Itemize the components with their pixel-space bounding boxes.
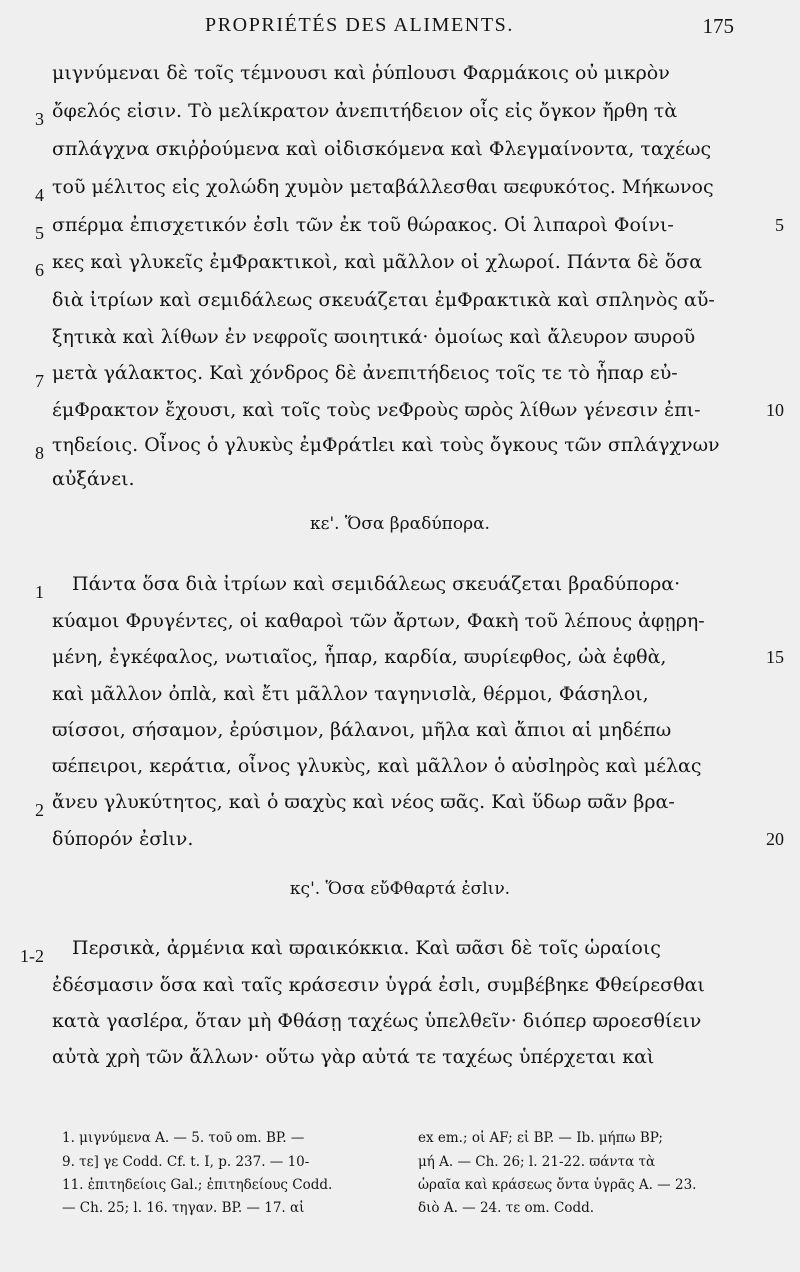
margin-line-ref: 4 <box>35 185 44 205</box>
text-line: κατὰ γασlέρα, ὅταν μὴ Φθάσῃ ταχέως ὑπελθεῖν· διόπερ ϖροεσθίειν <box>52 1010 702 1032</box>
text-line: σπλάγχνα σκιῤῥούμενα καὶ οἰδισκόμενα καὶ Φλεγμαίνοντα, ταχέως <box>52 138 712 160</box>
margin-line-ref: 1 <box>35 582 44 602</box>
margin-line-ref: 3 <box>35 109 44 129</box>
page-number: 175 <box>702 14 734 38</box>
footnote-line: μή A. — Ch. 26; l. 21-22. ϖάντα τὰ <box>418 1154 656 1170</box>
footnote-line: ex em.; οἱ AF; εἰ BP. — Ib. μήπω BP; <box>418 1130 663 1146</box>
text-line: ὄφελός εἰσιν. Τὸ μελίκρατον ἀνεπιτήδειον οἷς εἰς ὄγκον ἤρθη τὰ <box>52 100 678 122</box>
text-line: Πάντα ὅσα διὰ ἰτρίων καὶ σεμιδάλεως σκευάζεται βραδύπορα· <box>72 573 681 595</box>
text-line: κύαμοι Φρυγέντες, οἱ καθαροὶ τῶν ἄρτων, Φακὴ τοῦ λέπους ἀφῃρη- <box>52 610 705 632</box>
footnote-line: 1. μιγνύμενα A. — 5. τοῦ om. BP. — <box>62 1130 305 1146</box>
margin-line-ref: 8 <box>35 443 44 463</box>
footnote-line: 9. τε] γε Codd. Cf. t. I, p. 237. — 10- <box>62 1154 310 1170</box>
text-line: Περσικὰ, ἀρμένια καὶ ϖραικόκκια. Καὶ ϖᾶσι δὲ τοῖς ὡραίοις <box>72 937 661 959</box>
margin-line-ref: 1-2 <box>20 946 44 966</box>
margin-line-ref: 6 <box>35 260 44 280</box>
margin-line-number: 10 <box>766 400 784 420</box>
text-line: καὶ μᾶλλον ὀπlὰ, καὶ ἔτι μᾶλλον ταγηνισlὰ, θέρμοι, Φάσηλοι, <box>52 683 649 705</box>
text-line: ἄνευ γλυκύτητος, καὶ ὁ ϖαχὺς καὶ νέος ϖᾶς. Καὶ ὕδωρ ϖᾶν βρα- <box>52 791 675 813</box>
margin-line-number: 15 <box>766 647 784 667</box>
text-line: ϖέπειροι, κεράτια, οἶνος γλυκὺς, καὶ μᾶλλον ὁ αὐσlηρὸς καὶ μέλας <box>52 755 702 777</box>
text-line: τοῦ μέλιτος εἰς χολώδη χυμὸν μεταβάλλεσθαι ϖεφυκότος. Μήκωνος <box>52 176 714 198</box>
footnote-line: — Ch. 25; l. 16. τηγαν. BP. — 17. αἱ <box>62 1200 305 1216</box>
text-line: ξητικὰ καὶ λίθων ἐν νεφροῖς ϖοιητικά· ὁμοίως καὶ ἄλευρον ϖυροῦ <box>52 326 696 348</box>
text-line: μιγνύμεναι δὲ τοῖς τέμνουσι καὶ ῥύπlουσι Φαρμάκοις οὐ μικρὸν <box>52 62 670 84</box>
footnote-line: ὡραῖα καὶ κράσεως ὄντα ὑγρᾶς A. — 23. <box>418 1177 697 1193</box>
running-header: PROPRIÉTÉS DES ALIMENTS. <box>205 14 514 36</box>
text-line: αὐτὰ χρὴ τῶν ἄλλων· οὕτω γὰρ αὐτά τε ταχέως ὑπέρχεται καὶ <box>52 1046 655 1068</box>
text-line: σπέρμα ἐπισχετικόν ἐσlι τῶν ἐκ τοῦ θώρακος. Οἱ λιπαροὶ Φοίνι- <box>52 214 674 236</box>
text-line: αὐξάνει. <box>52 468 135 490</box>
margin-line-number: 20 <box>766 829 784 849</box>
footnote-line: 11. ἐπιτηδείοις Gal.; ἐπιτηδείους Codd. <box>62 1177 333 1193</box>
text-line: μένη, ἐγκέφαλος, νωτιαῖος, ἧπαρ, καρδία, ϖυρίεφθος, ὠὰ ἑφθὰ, <box>52 646 667 668</box>
footnote-line: διὸ A. — 24. τε om. Codd. <box>418 1200 595 1216</box>
section-heading: κε'. Ὅσα βραδύπορα. <box>310 514 490 534</box>
margin-line-number: 5 <box>775 215 784 235</box>
margin-line-ref: 2 <box>35 800 44 820</box>
text-line: ϖίσσοι, σήσαμον, ἐρύσιμον, βάλανοι, μῆλα καὶ ἄπιοι αἱ μηδέπω <box>52 719 672 741</box>
text-line: τηδείοις. Οἶνος ὁ γλυκὺς ἐμΦράτlει καὶ τοὺς ὄγκους τῶν σπλάγχνων <box>52 434 720 456</box>
text-line: δύπορόν ἐσlιν. <box>52 828 194 850</box>
text-line: διὰ ἰτρίων καὶ σεμιδάλεως σκευάζεται ἐμΦρακτικὰ καὶ σπληνὸς αὔ- <box>52 289 715 311</box>
text-line: κες καὶ γλυκεῖς ἐμΦρακτικοὶ, καὶ μᾶλλον οἱ χλωροί. Πάντα δὲ ὅσα <box>52 251 703 273</box>
margin-line-ref: 7 <box>35 371 44 391</box>
section-heading: κς'. Ὅσα εὔΦθαρτά ἐσlιν. <box>289 879 511 899</box>
text-line: έμΦρακτον ἔχουσι, καὶ τοῖς τοὺς νεΦροὺς ϖρὸς λίθων γένεσιν ἐπι- <box>52 399 701 421</box>
text-line: ἐδέσμασιν ὅσα καὶ ταῖς κράσεσιν ὑγρά ἐσlι, συμβέβηκε Φθείρεσθαι <box>52 974 705 996</box>
margin-line-ref: 5 <box>35 223 44 243</box>
text-line: μετὰ γάλακτος. Καὶ χόνδρος δὲ ἀνεπιτήδειος τοῖς τε τὸ ἧπαρ εὐ- <box>52 362 678 384</box>
